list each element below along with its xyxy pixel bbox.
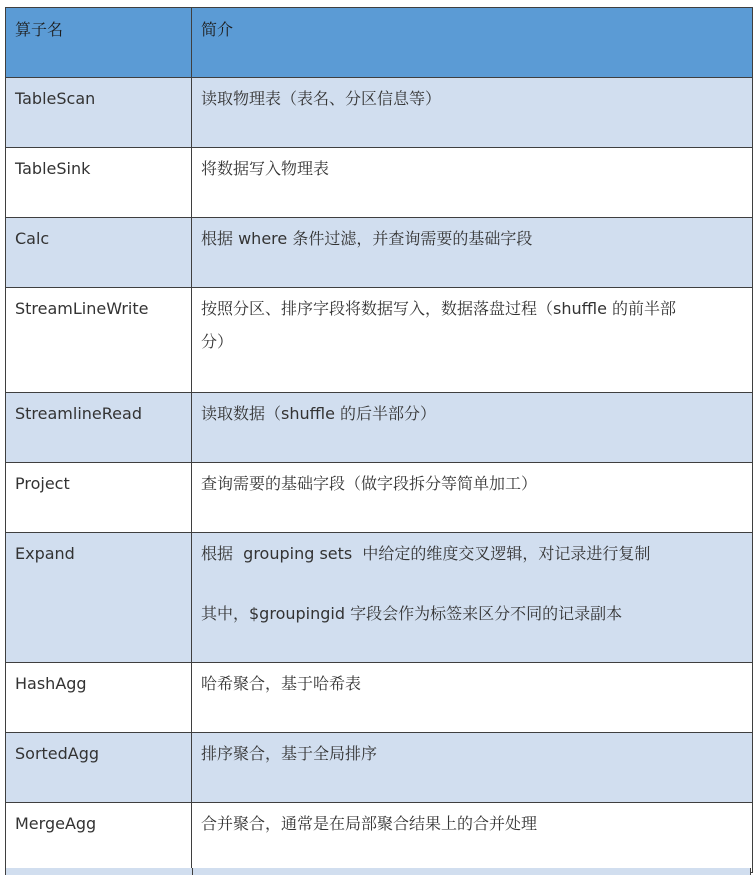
operator-desc-cell: 读取数据（shuffle 的后半部分）	[201, 404, 437, 423]
desc-line: 根据 grouping sets 中给定的维度交叉逻辑，对记录进行复制	[201, 544, 651, 563]
operator-name-cell: Expand	[6, 533, 192, 662]
table-row	[6, 218, 752, 288]
operator-name-cell: Project	[6, 463, 192, 532]
operator-desc-cell	[192, 288, 752, 392]
operator-desc-cell: 合并聚合，通常是在局部聚合结果上的合并处理	[201, 814, 538, 833]
partial-cell	[5, 868, 193, 875]
table-row	[6, 288, 752, 393]
header-description: 简介	[201, 20, 234, 39]
desc-line: 按照分区、排序字段将数据写入，数据落盘过程（shuffle 的前半部	[201, 299, 677, 318]
desc-line: 其中，$groupingid 字段会作为标签来区分不同的记录副本	[201, 604, 623, 623]
operator-desc-cell: 哈希聚合，基于哈希表	[201, 674, 362, 693]
table-row	[6, 803, 752, 873]
operator-desc-cell: 排序聚合，基于全局排序	[201, 744, 378, 763]
partial-cell	[193, 868, 751, 875]
operator-desc-cell: 读取物理表（表名、分区信息等）	[201, 89, 442, 108]
operator-name-cell: MergeAgg	[6, 803, 192, 872]
operator-table	[5, 7, 753, 873]
table-header-row	[6, 8, 752, 78]
next-row-partial	[5, 868, 751, 875]
table-row	[6, 663, 752, 733]
operator-name-cell: SortedAgg	[6, 733, 192, 802]
operator-name-cell: StreamLineWrite	[6, 288, 192, 392]
operator-name-cell: Calc	[6, 218, 192, 287]
table-row	[6, 533, 752, 663]
table-row	[6, 393, 752, 463]
operator-name-cell: HashAgg	[6, 663, 192, 732]
header-operator-name: 算子名	[6, 8, 192, 77]
operator-name-cell: TableScan	[6, 78, 192, 147]
operator-name-cell: StreamlineRead	[6, 393, 192, 462]
operator-desc-cell: 根据 where 条件过滤，并查询需要的基础字段	[201, 229, 533, 248]
table-row	[6, 148, 752, 218]
table-row	[6, 78, 752, 148]
desc-line: 分）	[201, 332, 234, 351]
operator-name-cell: TableSink	[6, 148, 192, 217]
table-row	[6, 463, 752, 533]
operator-desc-cell	[192, 533, 752, 662]
operator-desc-cell: 将数据写入物理表	[201, 159, 330, 178]
table-row	[6, 733, 752, 803]
operator-desc-cell: 查询需要的基础字段（做字段拆分等简单加工）	[201, 474, 538, 493]
